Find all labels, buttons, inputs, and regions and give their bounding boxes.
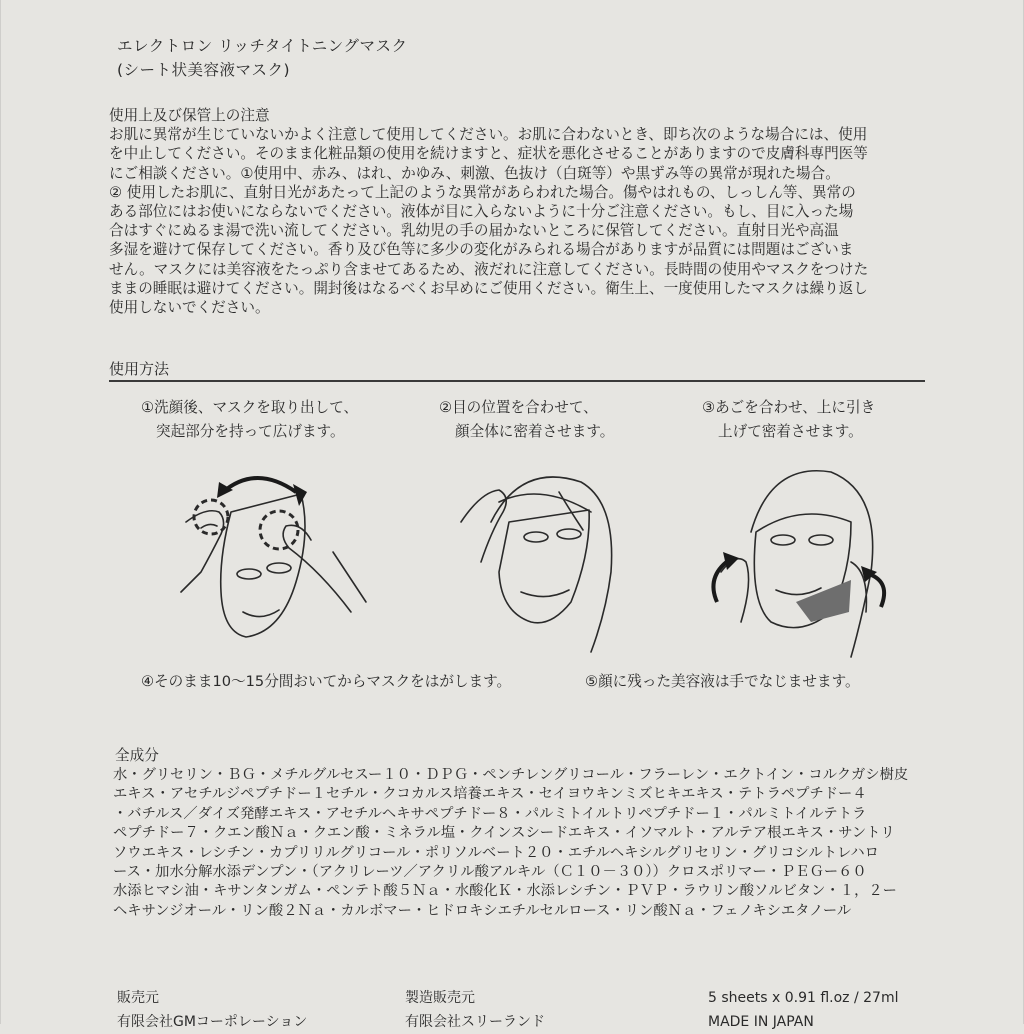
mask-sheet xyxy=(499,510,589,623)
caution-line: せん。マスクには美容液をたっぷり含ませてあるため、液だれに注意してください。長時間の使用やマスクをつけた xyxy=(109,260,869,278)
caution-line: にご相談ください。①使用中、赤み、はれ、かゆみ、刺激、色抜け（白斑等）や黒ずみ等の異常が現れた場合。 xyxy=(109,164,840,182)
step-4-text: ④そのまま10～15分間おいてからマスクをはがします。 xyxy=(141,673,512,690)
ingredients-line: ペプチドー７・クエン酸Ｎａ・クエン酸・ミネラル塩・クインスシードエキス・イソマルト・アルテア根エキス・サントリ xyxy=(113,825,895,842)
product-title xyxy=(117,34,407,82)
maker-name: 有限会社スリーランド xyxy=(405,1014,545,1030)
hand-right xyxy=(283,525,351,612)
caution-line: ② 使用したお肌に、直射日光があたって上記のような異常があらわれた場合。傷やはれもの、しっしん等、異常の xyxy=(109,183,856,201)
rotate-arrows-icon xyxy=(223,478,296,492)
seller-label: 販売元 xyxy=(117,990,159,1006)
quantity-text: 5 sheets x 0.91 fl.oz / 27ml xyxy=(708,990,899,1006)
caution-section xyxy=(109,106,929,317)
howto-heading: 使用方法 xyxy=(109,360,170,378)
step-3-illustration xyxy=(701,462,901,662)
ingredients-line: ・バチルス／ダイズ発酵エキス・アセチルヘキサペプチドー８・パルミトイルトリペプチドー１・パルミトイルテトラ xyxy=(113,805,867,822)
maker-block xyxy=(405,986,545,1034)
caution-line: 多湿を避けて保存してください。香り及び色等に多少の変化がみられる場合がありますが品質には問題はございま xyxy=(109,241,854,259)
rotate-arrows-icon xyxy=(869,574,884,607)
step-2-line: 顔全体に密着させます。 xyxy=(455,423,615,440)
step-2-line: ②目の位置を合わせて、 xyxy=(439,399,598,416)
step-5-text: ⑤顔に残った美容液は手でなじませます。 xyxy=(585,673,860,690)
product-subtitle: (シート状美容液マスク) xyxy=(117,61,291,79)
ingredients-heading: 全成分 xyxy=(115,747,159,764)
step-2-text xyxy=(439,396,614,444)
ingredients-list xyxy=(113,766,933,921)
dashed-circle-icon xyxy=(260,511,298,549)
hand-left xyxy=(181,511,224,592)
step-3-line: 上げて密着させます。 xyxy=(718,423,863,440)
maker-label: 製造販売元 xyxy=(405,990,475,1006)
ingredients-line: 水添ヒマシ油・キサンタンガム・ペンテト酸５Ｎａ・水酸化Ｋ・水添レシチン・ＰＶＰ・ラウリン酸ソルビタン・１，２ー xyxy=(113,883,897,900)
step-1-illustration xyxy=(161,462,381,662)
step-1-line: ①洗顔後、マスクを取り出して、 xyxy=(141,399,359,416)
caution-line: 合はすぐにぬるま湯で洗い流してください。乳幼児の手の届かないところに保管してください。直射日光や高温 xyxy=(109,222,839,240)
step-3-line: ③あごを合わせ、上に引き xyxy=(702,399,876,416)
step-2-illustration xyxy=(451,462,631,662)
head-outline xyxy=(491,477,612,652)
caution-line: を中止してください。そのまま化粧品類の使用を続けますと、症状を悪化させることがありますので皮膚科専門医等 xyxy=(109,145,868,163)
caution-line: 使用しないでください。 xyxy=(109,299,270,317)
hand-left xyxy=(721,559,749,622)
caution-line: お肌に異常が生じていないかよく注意して使用してください。お肌に合わないとき、即ち次のような場合には、使用 xyxy=(109,126,868,144)
hand-left xyxy=(461,490,506,562)
ingredients-line: ヘキサンジオール・リン酸２Ｎａ・カルボマー・ヒドロキシエチルセルロース・リン酸Ｎａ・フェノキシエタノール xyxy=(113,902,852,919)
step-1-line: 突起部分を持って広げます。 xyxy=(156,423,345,440)
step-1-text xyxy=(141,396,358,444)
product-name: エレクトロン リッチタイトニングマスク xyxy=(117,37,408,55)
ingredients-line: エキス・アセチルジペプチドー１セチル・クコカルス培養エキス・セイヨウキンミズヒキエキス・テトラペプチドー４ xyxy=(113,786,867,803)
origin-text: MADE IN JAPAN xyxy=(708,1014,814,1030)
ingredients-line: ース・加水分解水添デンプン・（アクリレーツ／アクリル酸アルキル（Ｃ１０－３０））クロスポリマー・ＰＥＧー６０ xyxy=(113,864,867,881)
ingredients-line: 水・グリセリン・ＢＧ・メチルグルセスー１０・ＤＰＧ・ペンチレングリコール・フラーレン・エクトイン・コルクガシ樹皮 xyxy=(113,767,909,783)
caution-line: ある部位にはお使いにならないでください。液体が目に入らないように十分ご注意ください。もし、目に入った場 xyxy=(109,203,854,221)
quantity-block xyxy=(708,986,898,1034)
step-3-text xyxy=(702,396,875,444)
caution-line: ままの睡眠は避けてください。開封後はなるべくお早めにご使用ください。衛生上、一度使用したマスクは繰り返し xyxy=(109,279,868,297)
seller-name: 有限会社GMコーポレーション xyxy=(117,1014,308,1030)
seller-block xyxy=(117,986,307,1034)
section-divider xyxy=(109,380,925,382)
caution-heading: 使用上及び保管上の注意 xyxy=(109,107,270,124)
ingredients-line: ソウエキス・レシチン・カプリリルグリコール・ポリソルベート２０・エチルヘキシルグリセリン・グリコシルトレハロ xyxy=(113,844,879,861)
